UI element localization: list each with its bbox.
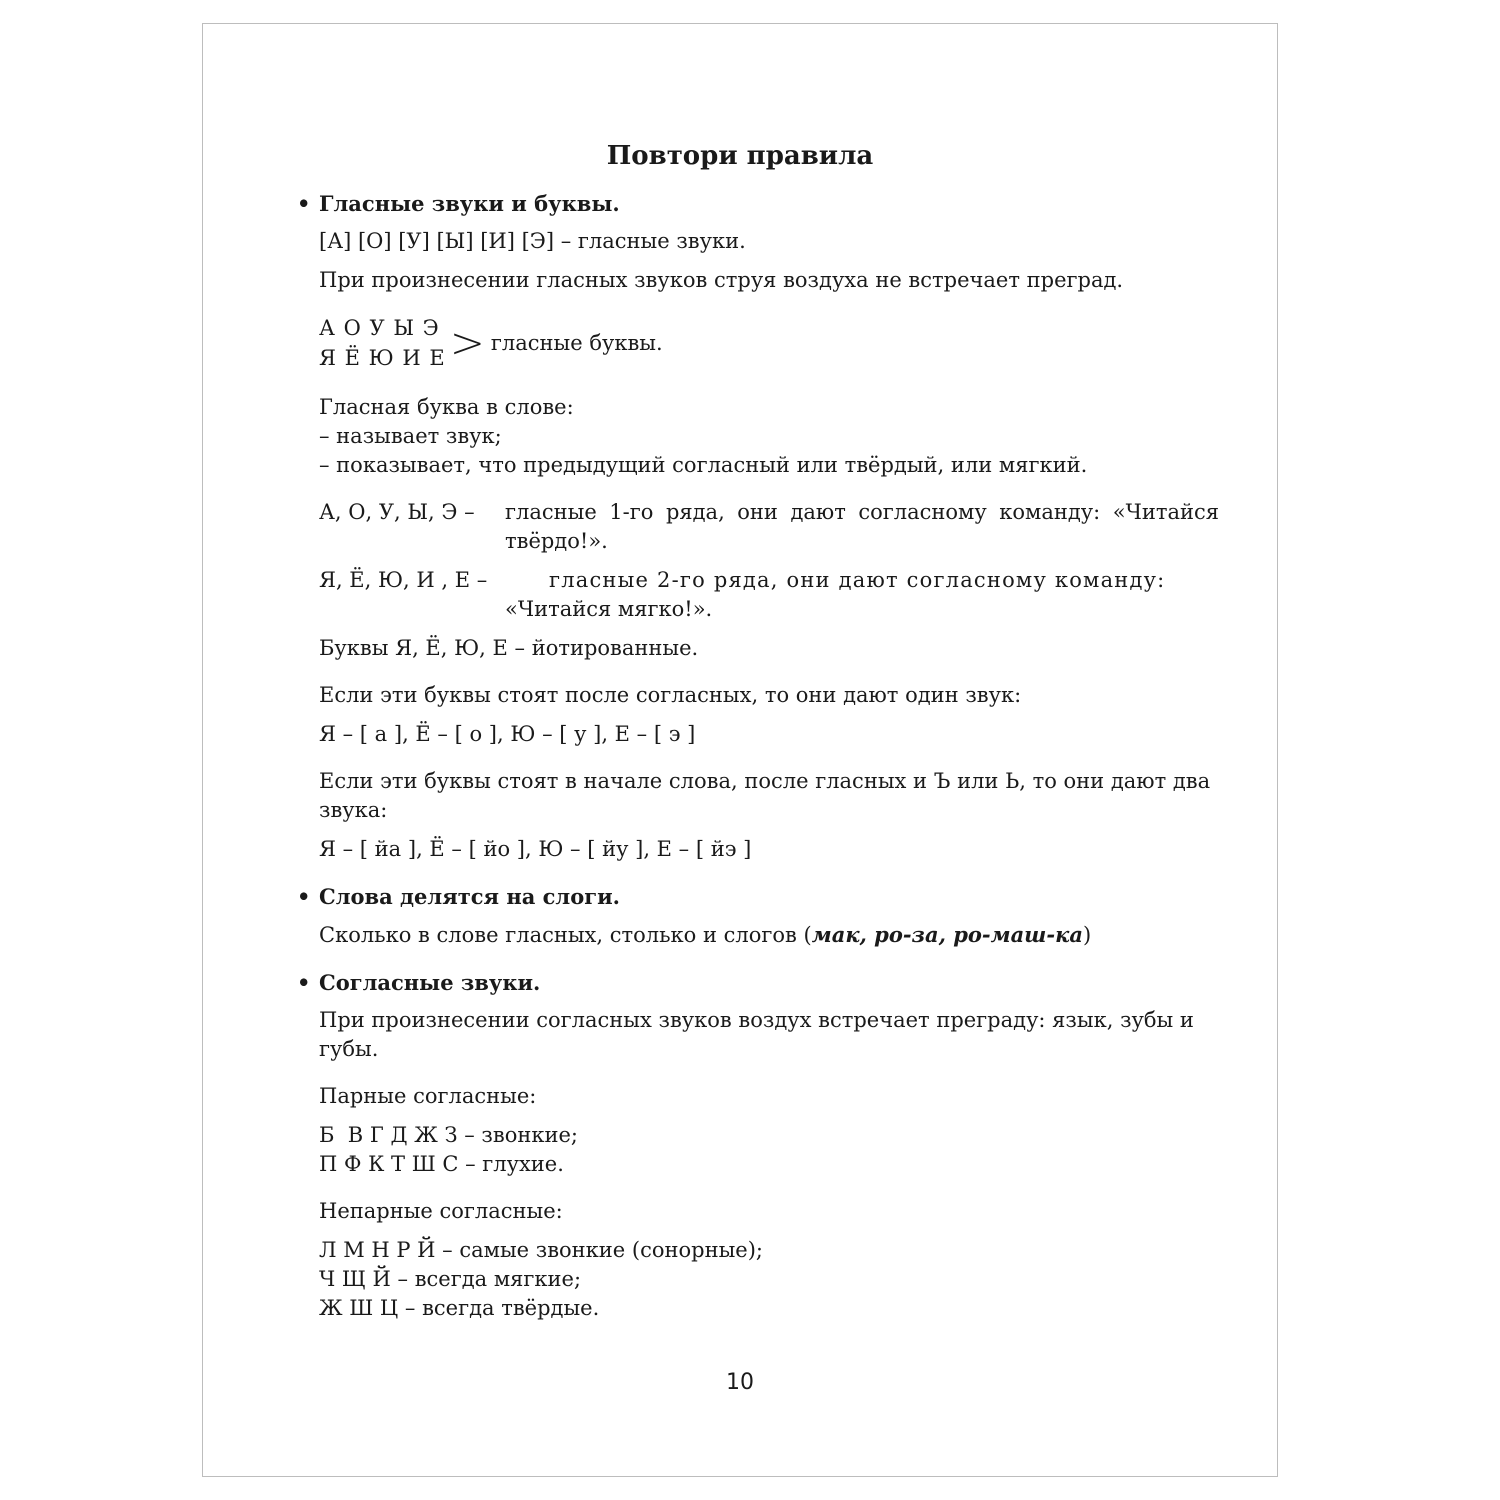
vowel-row-1-text: гласные 1-го ряда, они дают согласному команду: «Читайся твёрдо!». [505, 500, 1219, 553]
vowel-role-item-1: – называет звук; [319, 424, 502, 448]
iotated-line: Буквы Я, Ё, Ю, Е – йотированные. [319, 636, 699, 660]
syllables-text-after: ) [1082, 923, 1092, 947]
vowel-row-2-label: Я, Ё, Ю, И , Е – [319, 568, 488, 592]
unpaired-title: Непарные согласные: [319, 1199, 563, 1223]
vowel-role-item-2: – показывает, что предыдущий согласный или твёрдый, или мягкий. [319, 453, 1088, 477]
vowel-letters-group [319, 313, 1219, 373]
two-sounds-line: Я – [ йа ], Ё – [ йо ], Ю – [ йу ], Е – [ йэ ] [319, 837, 752, 861]
vowel-row-1-label: А, О, У, Ы, Э – [319, 500, 475, 524]
vowel-role-intro: Гласная буква в слове: [319, 395, 574, 419]
section-heading-vowels: • Гласные звуки и буквы. [319, 189, 1219, 218]
syllables-examples: мак, ро-за, ро-маш-ка [811, 922, 1083, 947]
vowel-row-2-cont: «Читайся мягко!». [505, 597, 713, 621]
unpaired-sonorant: Л М Н Р Й – самые звонкие (сонорные); [319, 1238, 763, 1262]
vowel-sounds-line: [А] [О] [У] [Ы] [И] [Э] – гласные звуки. [319, 229, 746, 253]
vowel-letters-label: гласные буквы. [490, 330, 663, 355]
section-heading-syllables: • Слова делятся на слоги. [319, 882, 1219, 911]
vowel-letters-row-1: А О У Ы Э [319, 316, 440, 340]
unpaired-block [319, 1236, 1219, 1323]
unpaired-always-soft: Ч Щ Й – всегда мягкие; [319, 1267, 582, 1291]
unpaired-always-hard: Ж Ш Ц – всегда твёрдые. [319, 1296, 600, 1320]
vowel-row-1 [319, 498, 1219, 556]
rules-content [319, 189, 1219, 1323]
greater-than-symbol: > [449, 318, 485, 367]
paired-voiceless: П Ф К Т Ш С – глухие. [319, 1152, 564, 1176]
vowel-role-block [319, 393, 1219, 480]
after-consonants-line: Если эти буквы стоят после согласных, то они дают один звук: [319, 683, 1022, 707]
vowel-letters-row-2: Я Ё Ю И Е [319, 346, 446, 370]
at-start-line: Если эти буквы стоят в начале слова, после гласных и Ъ или Ь, то они дают два звука: [319, 769, 1211, 822]
vowel-row-2-text-wrap [505, 566, 1219, 624]
vowel-row-2 [319, 566, 1219, 624]
book-page [202, 23, 1278, 1477]
paired-block [319, 1121, 1219, 1179]
section-heading-consonants: • Согласные звуки. [319, 968, 1219, 997]
vowel-air-line: При произнесении гласных звуков струя воздуха не встречает преград. [319, 268, 1124, 292]
one-sound-line: Я – [ а ], Ё – [ о ], Ю – [ у ], Е – [ э ] [319, 722, 696, 746]
paired-voiced: Б В Г Д Ж З – звонкие; [319, 1123, 578, 1147]
syllables-text-before: Сколько в слове гласных, столько и слогов ( [319, 923, 812, 947]
page-number: 10 [726, 1370, 754, 1395]
consonant-barrier-line: При произнесении согласных звуков воздух встречает преграду: язык, зубы и губы. [319, 1008, 1194, 1061]
vowel-letters [319, 313, 446, 373]
syllables-line [319, 920, 1219, 950]
paired-title: Парные согласные: [319, 1084, 537, 1108]
vowel-row-2-text: гласные 2-го ряда, они дают согласному команду: [549, 568, 1166, 592]
page-title: Повтори правила [606, 141, 874, 171]
